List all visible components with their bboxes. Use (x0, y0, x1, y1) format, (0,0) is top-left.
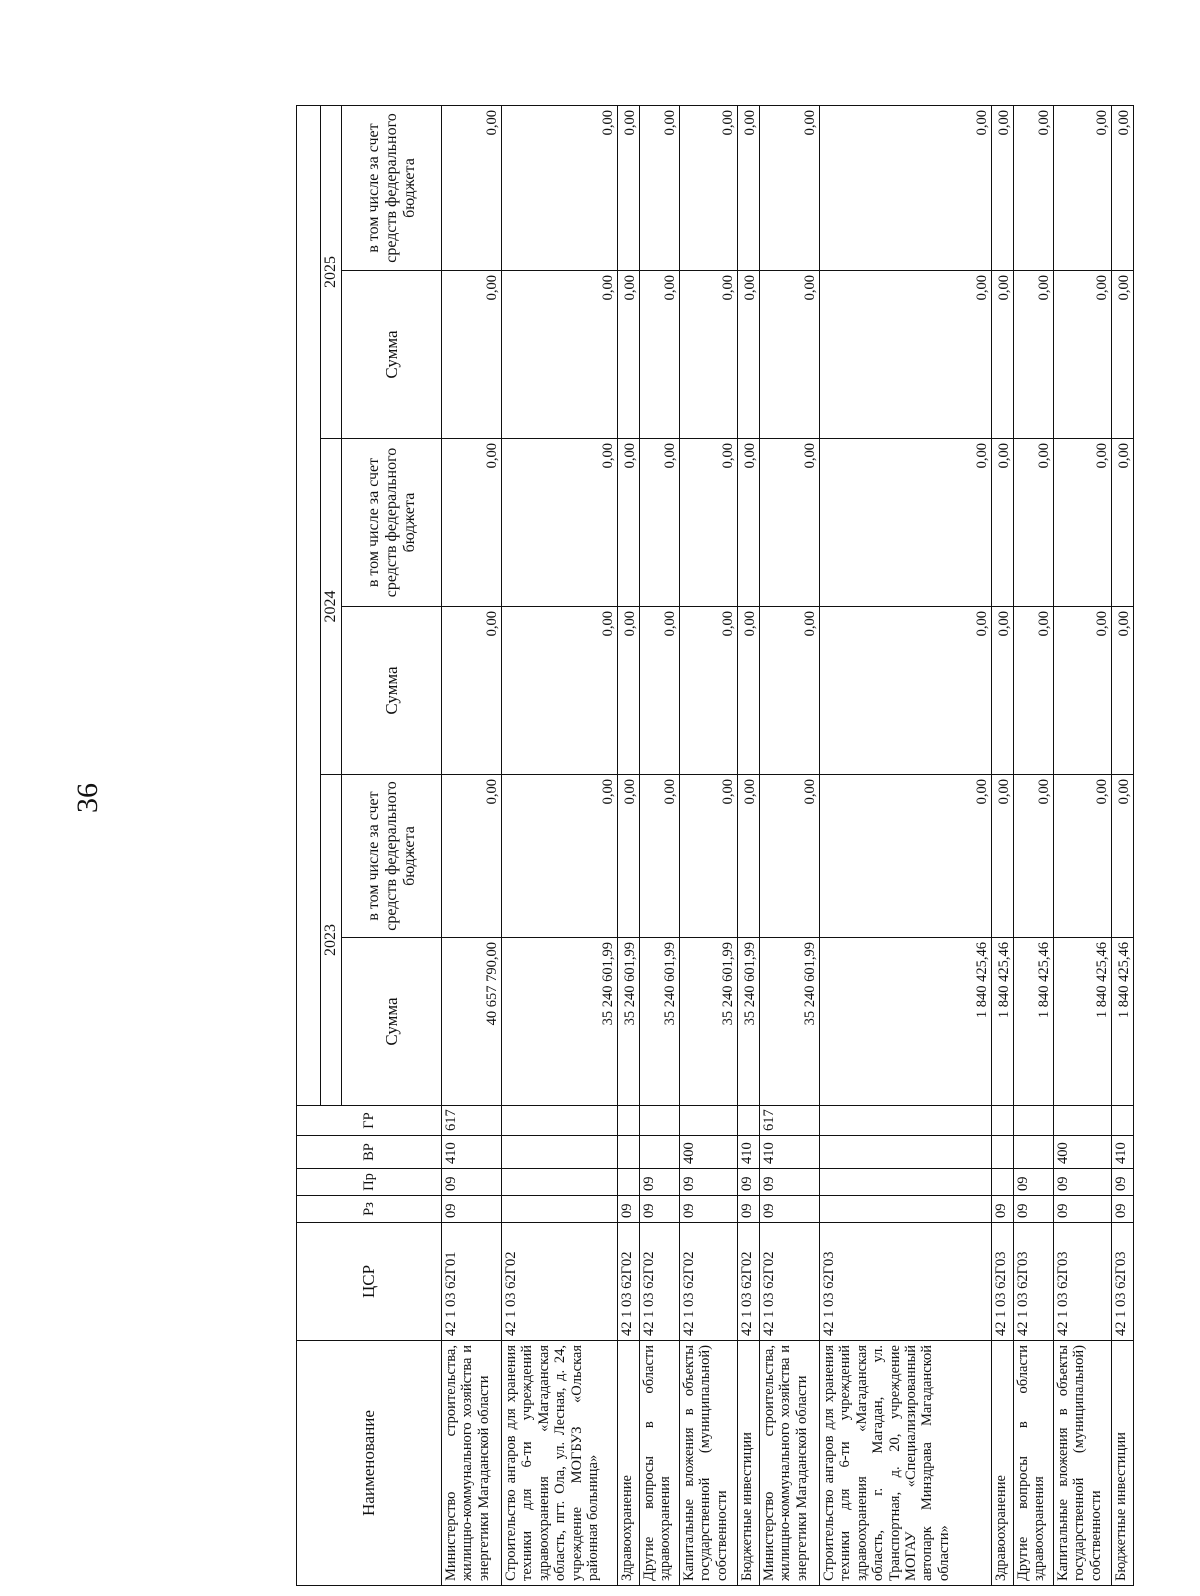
row-rz: 09 (992, 1196, 1014, 1223)
row-federal-sum: 0,00 (640, 106, 680, 271)
row-csr: 42 1 03 62Г01 (442, 1223, 502, 1341)
row-pr (992, 1169, 1014, 1196)
row-gr (992, 1106, 1014, 1136)
row-vr: 410 (760, 1136, 820, 1169)
row-federal-sum: 0,00 (618, 775, 640, 938)
row-federal-sum: 0,00 (680, 106, 738, 271)
table-row (618, 106, 640, 1586)
row-gr: 617 (442, 1106, 502, 1136)
row-pr (820, 1169, 992, 1196)
row-federal-sum: 0,00 (442, 106, 502, 271)
row-sum: 35 240 601,99 (760, 938, 820, 1106)
row-csr: 42 1 03 62Г03 (1054, 1223, 1112, 1341)
row-rz: 09 (640, 1196, 680, 1223)
table-body (442, 106, 1134, 1586)
row-sum: 0,00 (502, 271, 618, 439)
row-federal-sum: 0,00 (640, 775, 680, 938)
row-pr: 09 (680, 1169, 738, 1196)
row-federal-sum: 0,00 (992, 106, 1014, 271)
row-federal-sum: 0,00 (1054, 439, 1112, 607)
row-rz: 09 (1054, 1196, 1112, 1223)
row-federal-sum: 0,00 (992, 775, 1014, 938)
header-federal: в том числе за счет средств федерального бюджета (342, 775, 442, 938)
header-federal: в том числе за счет средств федерального бюджета (342, 439, 442, 607)
row-sum: 0,00 (1054, 271, 1112, 439)
row-csr: 42 1 03 62Г02 (640, 1223, 680, 1341)
rotated-page-content (296, 106, 1132, 1586)
row-gr (1054, 1106, 1112, 1136)
header-sum: Сумма (342, 607, 442, 775)
row-pr: 09 (738, 1169, 760, 1196)
row-vr (992, 1136, 1014, 1169)
row-gr (640, 1106, 680, 1136)
row-gr (1014, 1106, 1054, 1136)
row-rz: 09 (738, 1196, 760, 1223)
row-vr (820, 1136, 992, 1169)
row-name: Министерство строительства, жилищно-коммунального хозяйства и энергетики Магаданской области (760, 1341, 820, 1586)
header-federal: в том числе за счет средств федерального бюджета (342, 106, 442, 271)
row-federal-sum: 0,00 (502, 775, 618, 938)
row-sum: 35 240 601,99 (618, 938, 640, 1106)
row-rz: 09 (442, 1196, 502, 1223)
table-row (502, 106, 618, 1586)
row-csr: 42 1 03 62Г02 (680, 1223, 738, 1341)
header-rz: Рз (297, 1196, 442, 1223)
row-gr (1112, 1106, 1134, 1136)
row-rz: 09 (618, 1196, 640, 1223)
row-federal-sum: 0,00 (820, 106, 992, 271)
row-sum: 1 840 425,46 (992, 938, 1014, 1106)
row-name: Здравоохранение (992, 1341, 1014, 1586)
row-federal-sum: 0,00 (1112, 775, 1134, 938)
row-sum: 0,00 (618, 271, 640, 439)
table-row (1014, 106, 1054, 1586)
row-sum: 0,00 (1054, 607, 1112, 775)
row-name: Бюджетные инвестиции (738, 1341, 760, 1586)
row-name: Другие вопросы в области здравоохранения (1014, 1341, 1054, 1586)
row-federal-sum: 0,00 (1054, 106, 1112, 271)
row-sum: 35 240 601,99 (680, 938, 738, 1106)
row-name: Строительство ангаров для хранения техники для 6-ти учреждений здравоохранения «Магаданская область, пгт. Ола, ул. Лесная, д. 24, учреждение МОГБУЗ «Ольская районная больница» (502, 1341, 618, 1586)
row-name: Строительство ангаров для хранения техники для 6-ти учреждений здравоохранения «Магаданская область, г. Магадан, ул. Транспортная, д. 20, учреждение МОГАУ «Специализированный автопарк Минздрава Магаданской области» (820, 1341, 992, 1586)
row-pr: 09 (1054, 1169, 1112, 1196)
row-federal-sum: 0,00 (760, 775, 820, 938)
row-federal-sum: 0,00 (640, 439, 680, 607)
table-row (738, 106, 760, 1586)
row-sum: 1 840 425,46 (1054, 938, 1112, 1106)
row-sum: 0,00 (1014, 271, 1054, 439)
row-sum: 0,00 (502, 607, 618, 775)
row-vr: 410 (1112, 1136, 1134, 1169)
row-gr (738, 1106, 760, 1136)
header-csr: ЦСР (297, 1223, 442, 1341)
row-name: Министерство строительства, жилищно-коммунального хозяйства и энергетики Магаданской области (442, 1341, 502, 1586)
row-name: Капитальные вложения в объекты государственной (муниципальной) собственности (680, 1341, 738, 1586)
row-vr: 400 (680, 1136, 738, 1169)
row-pr: 09 (1112, 1169, 1134, 1196)
row-federal-sum: 0,00 (1014, 439, 1054, 607)
table-row (640, 106, 680, 1586)
row-federal-sum: 0,00 (738, 106, 760, 271)
header-year-2024: 2024 (321, 439, 342, 775)
header-years-spacer (297, 106, 321, 1106)
row-pr: 09 (640, 1169, 680, 1196)
row-sum: 0,00 (992, 271, 1014, 439)
row-vr: 410 (738, 1136, 760, 1169)
row-gr (820, 1106, 992, 1136)
row-gr (618, 1106, 640, 1136)
row-sum: 0,00 (640, 271, 680, 439)
row-federal-sum: 0,00 (502, 106, 618, 271)
row-sum: 1 840 425,46 (1112, 938, 1134, 1106)
row-sum: 0,00 (618, 607, 640, 775)
row-sum: 1 840 425,46 (820, 938, 992, 1106)
row-sum: 0,00 (738, 607, 760, 775)
row-federal-sum: 0,00 (1112, 106, 1134, 271)
row-sum: 40 657 790,00 (442, 938, 502, 1106)
header-gr: ГР (297, 1106, 442, 1136)
row-federal-sum: 0,00 (992, 439, 1014, 607)
row-federal-sum: 0,00 (1014, 775, 1054, 938)
row-gr: 617 (760, 1106, 820, 1136)
row-federal-sum: 0,00 (1054, 775, 1112, 938)
row-sum: 0,00 (820, 607, 992, 775)
row-sum: 35 240 601,99 (502, 938, 618, 1106)
header-vr: ВР (297, 1136, 442, 1169)
row-sum: 0,00 (442, 607, 502, 775)
row-sum: 35 240 601,99 (640, 938, 680, 1106)
row-pr (618, 1169, 640, 1196)
row-sum: 0,00 (738, 271, 760, 439)
row-csr: 42 1 03 62Г02 (738, 1223, 760, 1341)
row-csr: 42 1 03 62Г02 (502, 1223, 618, 1341)
row-federal-sum: 0,00 (618, 439, 640, 607)
header-sum: Сумма (342, 271, 442, 439)
row-federal-sum: 0,00 (820, 439, 992, 607)
row-sum: 0,00 (760, 271, 820, 439)
row-federal-sum: 0,00 (738, 775, 760, 938)
row-vr (640, 1136, 680, 1169)
row-sum: 0,00 (820, 271, 992, 439)
table-row (680, 106, 738, 1586)
row-sum: 0,00 (992, 607, 1014, 775)
row-name: Другие вопросы в области здравоохранения (640, 1341, 680, 1586)
row-rz (502, 1196, 618, 1223)
header-name: Наименование (297, 1341, 442, 1586)
table-row (992, 106, 1014, 1586)
row-federal-sum: 0,00 (680, 775, 738, 938)
row-federal-sum: 0,00 (1014, 106, 1054, 271)
row-vr: 410 (442, 1136, 502, 1169)
row-vr (618, 1136, 640, 1169)
table-row (820, 106, 992, 1586)
table-row (760, 106, 820, 1586)
row-csr: 42 1 03 62Г03 (1014, 1223, 1054, 1341)
row-csr: 42 1 03 62Г03 (820, 1223, 992, 1341)
row-sum: 35 240 601,99 (738, 938, 760, 1106)
row-name: Бюджетные инвестиции (1112, 1341, 1134, 1586)
row-sum: 0,00 (680, 271, 738, 439)
header-pr: Пр (297, 1169, 442, 1196)
row-sum: 0,00 (1014, 607, 1054, 775)
row-vr: 400 (1054, 1136, 1112, 1169)
row-federal-sum: 0,00 (618, 106, 640, 271)
row-federal-sum: 0,00 (738, 439, 760, 607)
row-vr (1014, 1136, 1054, 1169)
row-csr: 42 1 03 62Г03 (992, 1223, 1014, 1341)
row-gr (680, 1106, 738, 1136)
row-sum: 0,00 (760, 607, 820, 775)
row-pr (502, 1169, 618, 1196)
table-row (1054, 106, 1112, 1586)
table-row (442, 106, 502, 1586)
table-row (1112, 106, 1134, 1586)
row-pr: 09 (760, 1169, 820, 1196)
row-gr (502, 1106, 618, 1136)
row-name: Здравоохранение (618, 1341, 640, 1586)
row-rz (820, 1196, 992, 1223)
header-year-2025: 2025 (321, 106, 342, 439)
row-sum: 0,00 (680, 607, 738, 775)
row-federal-sum: 0,00 (820, 775, 992, 938)
row-rz: 09 (760, 1196, 820, 1223)
row-federal-sum: 0,00 (680, 439, 738, 607)
row-csr: 42 1 03 62Г02 (760, 1223, 820, 1341)
row-sum: 0,00 (1112, 271, 1134, 439)
row-federal-sum: 0,00 (760, 439, 820, 607)
row-name: Капитальные вложения в объекты государственной (муниципальной) собственности (1054, 1341, 1112, 1586)
row-sum: 0,00 (442, 271, 502, 439)
header-year-2023: 2023 (321, 775, 342, 1106)
row-csr: 42 1 03 62Г02 (618, 1223, 640, 1341)
page-number: 36 (71, 783, 104, 813)
row-federal-sum: 0,00 (502, 439, 618, 607)
row-csr: 42 1 03 62Г03 (1112, 1223, 1134, 1341)
header-sum: Сумма (342, 938, 442, 1106)
row-pr: 09 (442, 1169, 502, 1196)
row-rz: 09 (1014, 1196, 1054, 1223)
budget-table (296, 105, 1134, 1586)
row-rz: 09 (1112, 1196, 1134, 1223)
row-federal-sum: 0,00 (1112, 439, 1134, 607)
row-federal-sum: 0,00 (760, 106, 820, 271)
row-federal-sum: 0,00 (442, 439, 502, 607)
row-sum: 0,00 (1112, 607, 1134, 775)
row-vr (502, 1136, 618, 1169)
row-federal-sum: 0,00 (442, 775, 502, 938)
row-pr: 09 (1014, 1169, 1054, 1196)
row-sum: 0,00 (640, 607, 680, 775)
row-sum: 1 840 425,46 (1014, 938, 1054, 1106)
row-rz: 09 (680, 1196, 738, 1223)
